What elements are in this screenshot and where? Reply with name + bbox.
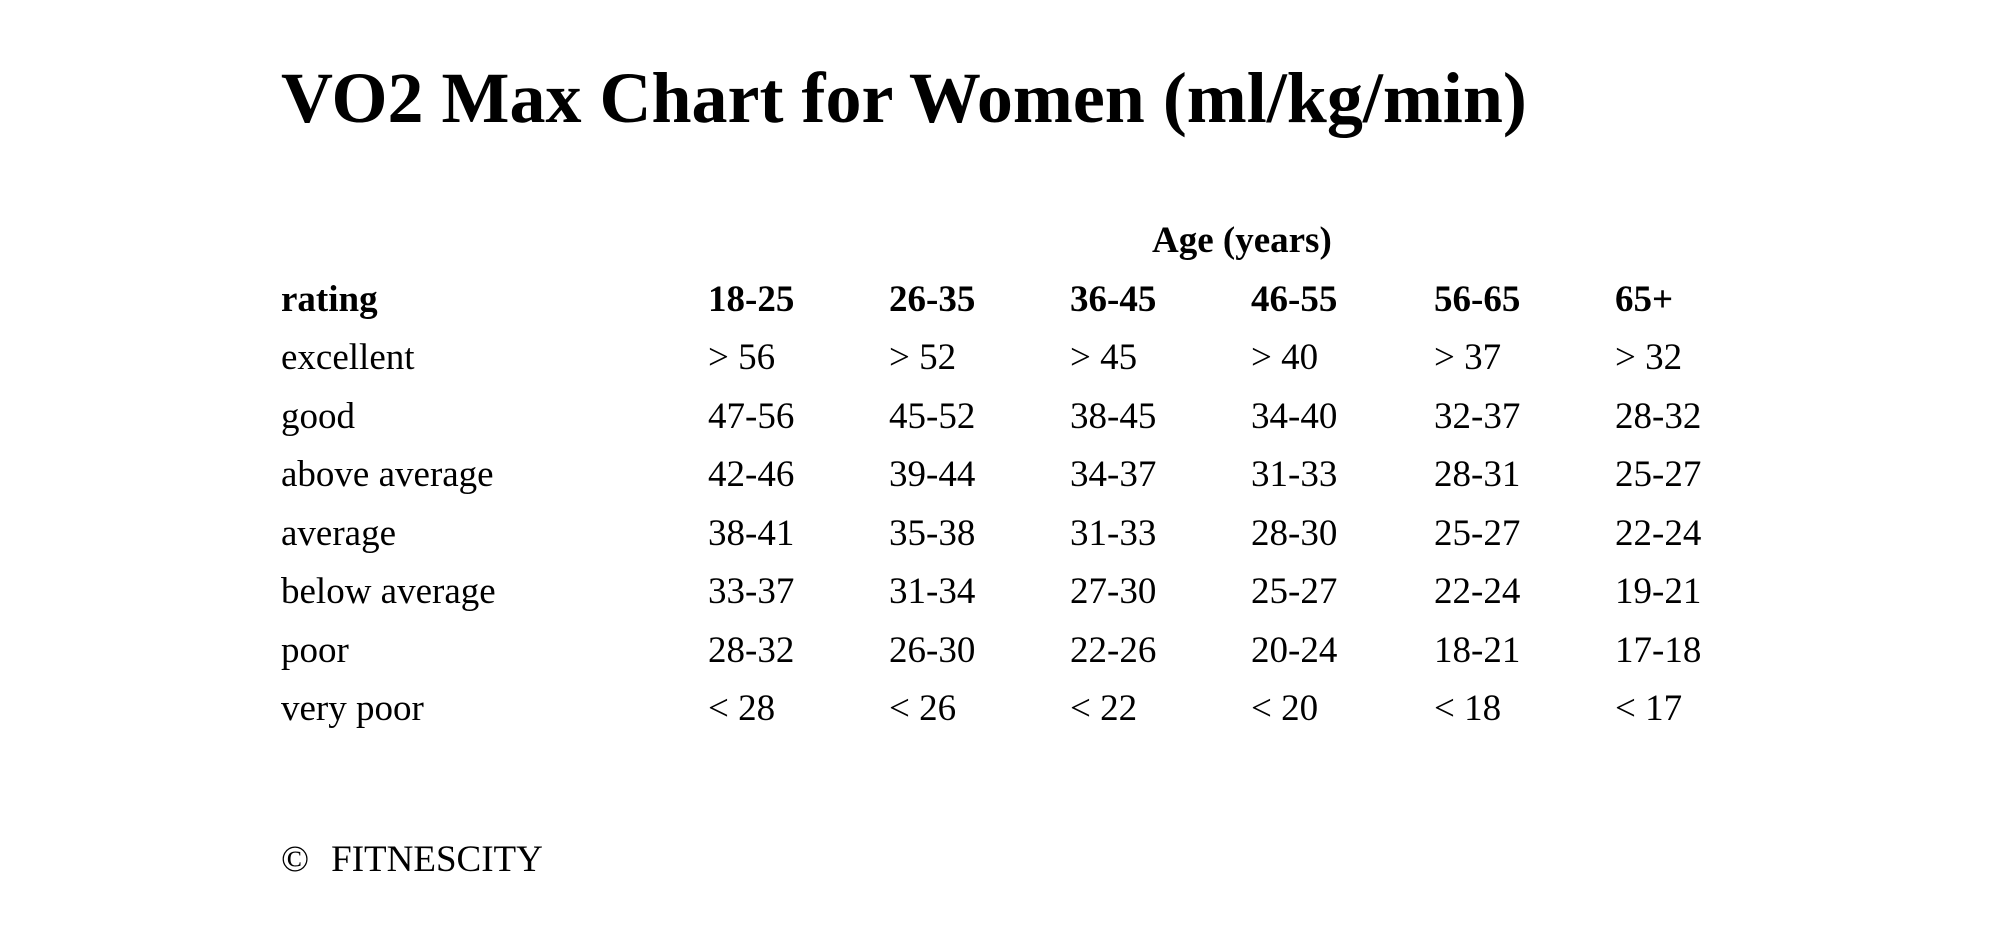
age-column-group-header: Age (years): [1152, 220, 1332, 261]
table-cell: < 20: [1251, 688, 1319, 729]
rating-label: excellent: [281, 337, 415, 378]
table-cell: < 22: [1070, 688, 1138, 729]
table-cell: > 56: [708, 337, 776, 378]
table-cell: 31-34: [889, 571, 976, 612]
table-cell: 31-33: [1251, 454, 1338, 495]
table-header-row: [281, 281, 1781, 321]
table-cell: 28-31: [1434, 454, 1521, 495]
table-cell: 27-30: [1070, 571, 1157, 612]
table-cell: 34-37: [1070, 454, 1157, 495]
rating-label: average: [281, 513, 397, 554]
table-cell: 22-26: [1070, 630, 1157, 671]
table-cell: > 32: [1615, 337, 1683, 378]
copyright-icon: ©: [281, 839, 310, 880]
table-cell: 25-27: [1615, 454, 1702, 495]
rating-label: above average: [281, 454, 494, 495]
table-cell: 22-24: [1615, 513, 1702, 554]
table-cell: 25-27: [1251, 571, 1338, 612]
table-row: [281, 456, 1781, 496]
table-cell: > 40: [1251, 337, 1319, 378]
rating-label: good: [281, 396, 355, 437]
table-cell: < 18: [1434, 688, 1502, 729]
table-row: [281, 515, 1781, 555]
table-cell: 28-30: [1251, 513, 1338, 554]
age-column-header: 26-35: [889, 279, 976, 320]
age-column-header: 56-65: [1434, 279, 1521, 320]
rating-label: very poor: [281, 688, 424, 729]
table-cell: 25-27: [1434, 513, 1521, 554]
table-cell: 18-21: [1434, 630, 1521, 671]
table-cell: 34-40: [1251, 396, 1338, 437]
table-cell: < 28: [708, 688, 776, 729]
table-cell: > 45: [1070, 337, 1138, 378]
table-cell: 32-37: [1434, 396, 1521, 437]
page-title: VO2 Max Chart for Women (ml/kg/min): [281, 58, 1527, 138]
table-cell: 31-33: [1070, 513, 1157, 554]
table-cell: 17-18: [1615, 630, 1702, 671]
table-cell: 22-24: [1434, 571, 1521, 612]
table-cell: 20-24: [1251, 630, 1338, 671]
age-column-header: 36-45: [1070, 279, 1157, 320]
table-cell: > 52: [889, 337, 957, 378]
table-cell: 33-37: [708, 571, 795, 612]
table-cell: 38-45: [1070, 396, 1157, 437]
table-row: [281, 339, 1781, 379]
age-column-header: 46-55: [1251, 279, 1338, 320]
table-cell: < 26: [889, 688, 957, 729]
table-cell: 26-30: [889, 630, 976, 671]
table-cell: 19-21: [1615, 571, 1702, 612]
table-row: [281, 690, 1781, 730]
table-row: [281, 573, 1781, 613]
brand-name: FITNESCITY: [331, 839, 543, 880]
table-row: [281, 632, 1781, 672]
table-cell: 45-52: [889, 396, 976, 437]
table-cell: 38-41: [708, 513, 795, 554]
table-cell: 28-32: [1615, 396, 1702, 437]
table-cell: > 37: [1434, 337, 1502, 378]
table-cell: < 17: [1615, 688, 1683, 729]
age-column-header: 18-25: [708, 279, 795, 320]
copyright-footer: [281, 841, 543, 878]
rating-label: below average: [281, 571, 496, 612]
table-row: [281, 398, 1781, 438]
table-cell: 39-44: [889, 454, 976, 495]
table-cell: 28-32: [708, 630, 795, 671]
age-column-header: 65+: [1615, 279, 1674, 320]
table-cell: 47-56: [708, 396, 795, 437]
rating-label: poor: [281, 630, 349, 671]
rating-column-header: rating: [281, 279, 378, 320]
table-cell: 42-46: [708, 454, 795, 495]
table-cell: 35-38: [889, 513, 976, 554]
